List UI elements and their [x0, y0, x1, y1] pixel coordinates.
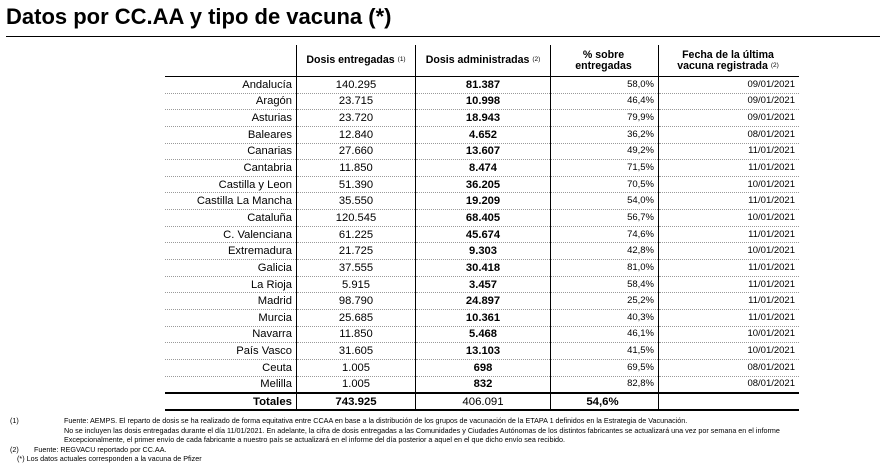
- table-row: [165, 276, 799, 293]
- cell-fecha: 11/01/2021: [659, 193, 800, 210]
- totals-row: [165, 393, 799, 410]
- cell-entregadas: 27.660: [297, 143, 416, 160]
- vaccine-table: [165, 45, 799, 411]
- cell-pct: 42,8%: [551, 243, 659, 260]
- cell-region: Galicia: [165, 260, 297, 277]
- footnotes: [10, 416, 780, 464]
- table-row: [165, 126, 799, 143]
- cell-entregadas: 23.720: [297, 110, 416, 127]
- table-row: [165, 210, 799, 227]
- cell-entregadas: 37.555: [297, 260, 416, 277]
- cell-pct: 40,3%: [551, 309, 659, 326]
- cell-region: Castilla y Leon: [165, 176, 297, 193]
- cell-fecha: 09/01/2021: [659, 110, 800, 127]
- cell-pct: 46,4%: [551, 93, 659, 110]
- table-row: [165, 359, 799, 376]
- footnote-2: [10, 445, 780, 455]
- cell-region: País Vasco: [165, 343, 297, 360]
- footnote-1-text: Fuente: AEMPS. El reparto de dosis se ha realizado de forma equitativa entre CCAA en base a la distribución de los grupos de vacunación de la ETAPA 1 definidos en la Estrategia de Vacunación.: [64, 416, 688, 425]
- totals-administradas: 406.091: [416, 393, 551, 410]
- cell-pct: 70,5%: [551, 176, 659, 193]
- cell-fecha: 08/01/2021: [659, 126, 800, 143]
- cell-administradas: 9.303: [416, 243, 551, 260]
- footnote-1-number: (1): [10, 416, 19, 425]
- cell-pct: 58,4%: [551, 276, 659, 293]
- footnote-1-line3: Excepcionalmente, el primer envío de cada fabricante a nuestro país se actualizará en el informe del día posterior a aquel en el que dicho envío sea recibido.: [64, 435, 566, 445]
- cell-administradas: 45.674: [416, 226, 551, 243]
- cell-administradas: 4.652: [416, 126, 551, 143]
- cell-entregadas: 11.850: [297, 326, 416, 343]
- cell-pct: 74,6%: [551, 226, 659, 243]
- cell-region: Aragón: [165, 93, 297, 110]
- cell-administradas: 36.205: [416, 176, 551, 193]
- cell-entregadas: 5.915: [297, 276, 416, 293]
- header-dosis-administradas-label: Dosis administradas: [425, 54, 530, 66]
- cell-pct: 46,1%: [551, 326, 659, 343]
- cell-fecha: 08/01/2021: [659, 359, 800, 376]
- cell-region: Cantabria: [165, 160, 297, 177]
- cell-fecha: 11/01/2021: [659, 260, 800, 277]
- cell-pct: 81,0%: [551, 260, 659, 277]
- cell-region: Cataluña: [165, 210, 297, 227]
- cell-entregadas: 35.550: [297, 193, 416, 210]
- table-row: [165, 376, 799, 393]
- table-row: [165, 343, 799, 360]
- header-fecha-line1: Fecha de la última: [682, 48, 774, 61]
- cell-fecha: 09/01/2021: [659, 77, 800, 94]
- table-row: [165, 226, 799, 243]
- cell-administradas: 19.209: [416, 193, 551, 210]
- cell-entregadas: 120.545: [297, 210, 416, 227]
- table-row: [165, 110, 799, 127]
- cell-administradas: 5.468: [416, 326, 551, 343]
- cell-fecha: 11/01/2021: [659, 293, 800, 310]
- cell-entregadas: 25.685: [297, 309, 416, 326]
- cell-region: Melilla: [165, 376, 297, 393]
- cell-fecha: 11/01/2021: [659, 226, 800, 243]
- cell-administradas: 10.361: [416, 309, 551, 326]
- footnote-1: [10, 416, 780, 426]
- cell-pct: 41,5%: [551, 343, 659, 360]
- cell-administradas: 10.998: [416, 93, 551, 110]
- table-row: [165, 93, 799, 110]
- title-divider: [6, 36, 880, 37]
- table-row: [165, 326, 799, 343]
- table-row: [165, 77, 799, 94]
- page-title: Datos por CC.AA y tipo de vacuna (*): [6, 4, 392, 29]
- cell-fecha: 10/01/2021: [659, 243, 800, 260]
- cell-administradas: 3.457: [416, 276, 551, 293]
- totals-label: Totales: [165, 393, 297, 410]
- cell-entregadas: 98.790: [297, 293, 416, 310]
- cell-entregadas: 21.725: [297, 243, 416, 260]
- footnote-1-line2: No se incluyen las dosis entregadas durante el día 11/01/2021. En adelante, la cifra de dosis entregadas a las Comunidades y Ciudades Autónomas de los distintos fabricantes se actualizará una vez por semana en el informe: [64, 425, 780, 435]
- cell-fecha: 11/01/2021: [659, 309, 800, 326]
- totals-fecha: [659, 393, 800, 410]
- cell-pct: 69,5%: [551, 359, 659, 376]
- cell-entregadas: 11.850: [297, 160, 416, 177]
- table-row: [165, 143, 799, 160]
- cell-fecha: 11/01/2021: [659, 276, 800, 293]
- cell-fecha: 09/01/2021: [659, 93, 800, 110]
- header-pct-entregadas: [551, 45, 659, 77]
- cell-fecha: 10/01/2021: [659, 326, 800, 343]
- cell-administradas: 18.943: [416, 110, 551, 127]
- cell-region: Navarra: [165, 326, 297, 343]
- header-dosis-administradas: [416, 45, 551, 77]
- cell-pct: 36,2%: [551, 126, 659, 143]
- cell-entregadas: 1.005: [297, 359, 416, 376]
- cell-administradas: 68.405: [416, 210, 551, 227]
- table-row: [165, 309, 799, 326]
- cell-pct: 79,9%: [551, 110, 659, 127]
- cell-entregadas: 23.715: [297, 93, 416, 110]
- footnote-3-text: (*) Los datos actuales corresponden a la vacuna de Pfizer: [17, 454, 202, 464]
- cell-entregadas: 140.295: [297, 77, 416, 94]
- table-row: [165, 293, 799, 310]
- cell-pct: 58,0%: [551, 77, 659, 94]
- totals-entregadas: 743.925: [297, 393, 416, 410]
- table-header-row: [165, 45, 799, 77]
- table-row: [165, 193, 799, 210]
- cell-region: Extremadura: [165, 243, 297, 260]
- header-pct-line1: % sobre: [582, 48, 625, 61]
- header-fecha: [659, 45, 800, 77]
- cell-fecha: 11/01/2021: [659, 143, 800, 160]
- table-row: [165, 260, 799, 277]
- cell-region: La Rioja: [165, 276, 297, 293]
- cell-fecha: 08/01/2021: [659, 376, 800, 393]
- cell-administradas: 13.103: [416, 343, 551, 360]
- cell-fecha: 10/01/2021: [659, 210, 800, 227]
- cell-region: Baleares: [165, 126, 297, 143]
- cell-pct: 82,8%: [551, 376, 659, 393]
- cell-administradas: 24.897: [416, 293, 551, 310]
- header-pct-line2: entregadas: [575, 59, 632, 72]
- cell-administradas: 832: [416, 376, 551, 393]
- footnote-2-text: Fuente: REGVACU reportado por CC.AA.: [34, 444, 167, 454]
- cell-administradas: 8.474: [416, 160, 551, 177]
- header-dosis-entregadas: [297, 45, 416, 77]
- cell-entregadas: 51.390: [297, 176, 416, 193]
- cell-region: Canarias: [165, 143, 297, 160]
- cell-entregadas: 1.005: [297, 376, 416, 393]
- cell-entregadas: 12.840: [297, 126, 416, 143]
- cell-administradas: 698: [416, 359, 551, 376]
- table-row: [165, 243, 799, 260]
- header-region: [165, 45, 297, 77]
- cell-pct: 25,2%: [551, 293, 659, 310]
- totals-pct: 54,6%: [551, 393, 659, 410]
- cell-fecha: 11/01/2021: [659, 160, 800, 177]
- cell-entregadas: 61.225: [297, 226, 416, 243]
- cell-fecha: 10/01/2021: [659, 176, 800, 193]
- cell-pct: 56,7%: [551, 210, 659, 227]
- cell-region: Asturias: [165, 110, 297, 127]
- table-row: [165, 160, 799, 177]
- cell-administradas: 81.387: [416, 77, 551, 94]
- header-dosis-administradas-note: (2): [532, 56, 541, 63]
- footnote-2-number: (2): [10, 444, 19, 454]
- cell-administradas: 13.607: [416, 143, 551, 160]
- cell-region: C. Valenciana: [165, 226, 297, 243]
- cell-pct: 71,5%: [551, 160, 659, 177]
- cell-region: Madrid: [165, 293, 297, 310]
- table-row: [165, 176, 799, 193]
- cell-region: Castilla La Mancha: [165, 193, 297, 210]
- cell-fecha: 10/01/2021: [659, 343, 800, 360]
- header-fecha-line2: vacuna registrada: [677, 59, 768, 72]
- header-fecha-note: (2): [770, 61, 779, 69]
- header-dosis-entregadas-note: (1): [397, 56, 406, 63]
- cell-administradas: 30.418: [416, 260, 551, 277]
- cell-pct: 49,2%: [551, 143, 659, 160]
- cell-region: Andalucía: [165, 77, 297, 94]
- header-dosis-entregadas-label: Dosis entregadas: [306, 54, 395, 66]
- cell-entregadas: 31.605: [297, 343, 416, 360]
- cell-region: Ceuta: [165, 359, 297, 376]
- cell-pct: 54,0%: [551, 193, 659, 210]
- footnote-3: [10, 454, 780, 464]
- cell-region: Murcia: [165, 309, 297, 326]
